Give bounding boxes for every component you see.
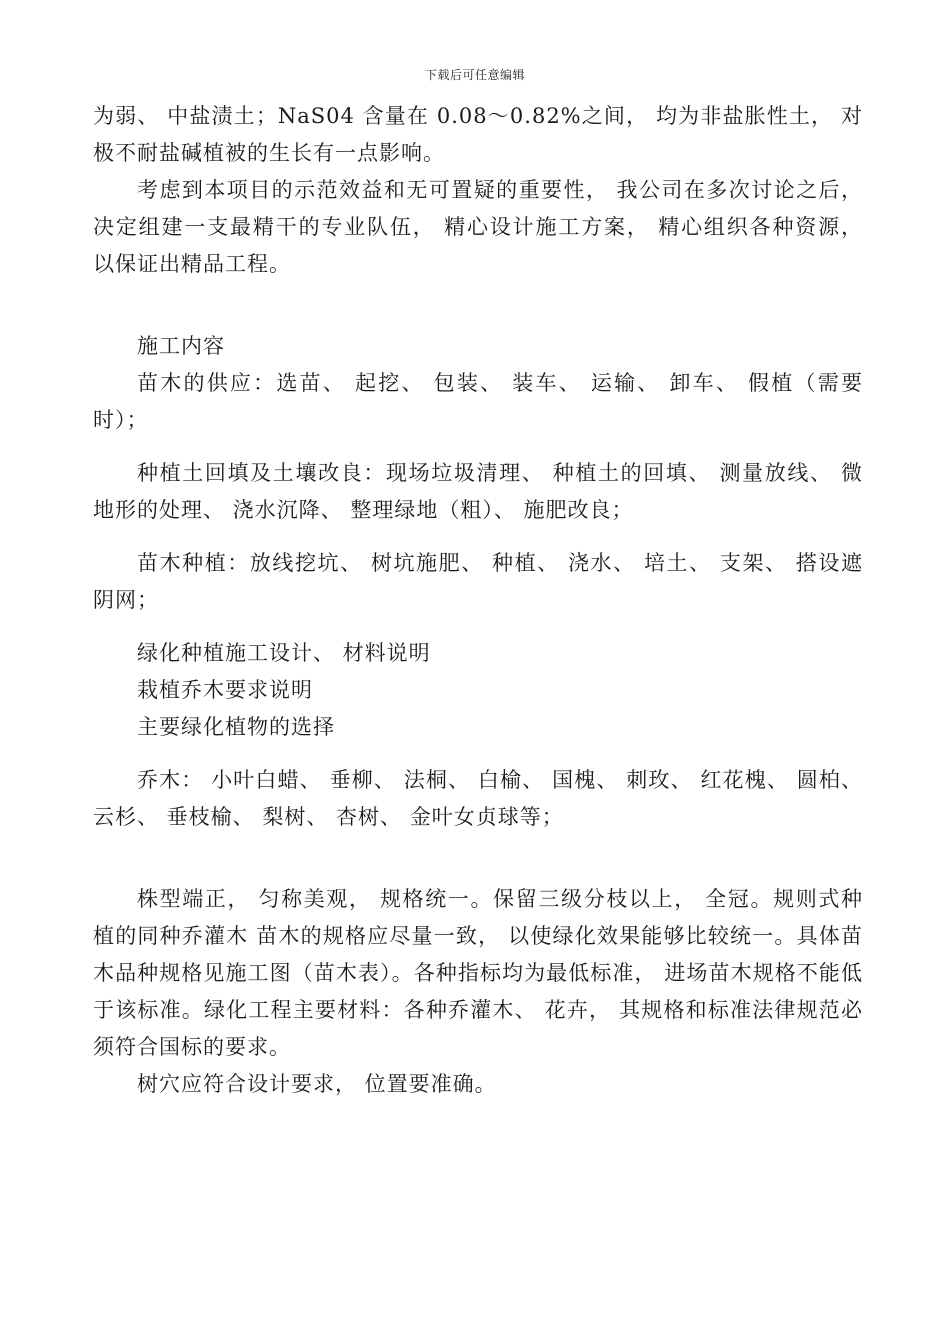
paragraph-tree-species: 乔木： 小叶白蜡、 垂柳、 法桐、 白榆、 国槐、 刺玫、 红花槐、 圆柏、 云杉、 垂枝榆、 梨树、 杏树、 金叶女贞球等； [93, 768, 863, 829]
paragraph-soil-salinity: 为弱、 中盐渍土；NaS04 含量在 0.08～0.82%之间， 均为非盐胀性土， 对极不耐盐碱植被的生长有一点影响。 [93, 104, 863, 165]
heading-planting-design: 绿化种植施工设计、 材料说明 [137, 641, 431, 665]
heading-plant-selection: 主要绿化植物的选择 [137, 715, 335, 739]
paragraph-seedling-planting: 苗木种植：放线挖坑、 树坑施肥、 种植、 浇水、 培土、 支架、 搭设遮阴网； [93, 551, 863, 612]
document-body [93, 98, 863, 1103]
page-header: 下载后可任意编辑 [424, 68, 525, 82]
paragraph-project-commitment: 考虑到本项目的示范效益和无可置疑的重要性， 我公司在多次讨论之后， 决定组建一支最精干的专业队伍， 精心设计施工方案， 精心组织各种资源， 以保证出精品工程。 [93, 178, 863, 276]
paragraph-soil-improvement: 种植土回填及土壤改良：现场垃圾清理、 种植土的回填、 测量放线、 微地形的处理、 浇水沉降、 整理绿地（粗）、 施肥改良； [93, 461, 863, 522]
paragraph-tree-standards: 株型端正， 匀称美观， 规格统一。保留三级分枝以上， 全冠。规则式种植的同种乔灌木 苗木的规格应尽量一致， 以使绿化效果能够比较统一。具体苗木品种规格见施工图（苗木表）。各种指标均为最低标准， 进场苗木规格不能低于该标准。绿化工程主要材料：各种乔灌木、 花卉， 其规格和标准法律规范必须符合国标的要求。 [93, 887, 863, 1059]
paragraph-tree-pit: 树穴应符合设计要求， 位置要准确。 [137, 1072, 497, 1096]
paragraph-seedling-supply: 苗木的供应：选苗、 起挖、 包装、 装车、 运输、 卸车、 假植（需要时）； [93, 371, 863, 432]
heading-tree-requirements: 栽植乔木要求说明 [137, 678, 313, 702]
section-heading-construction-content: 施工内容 [137, 334, 225, 358]
